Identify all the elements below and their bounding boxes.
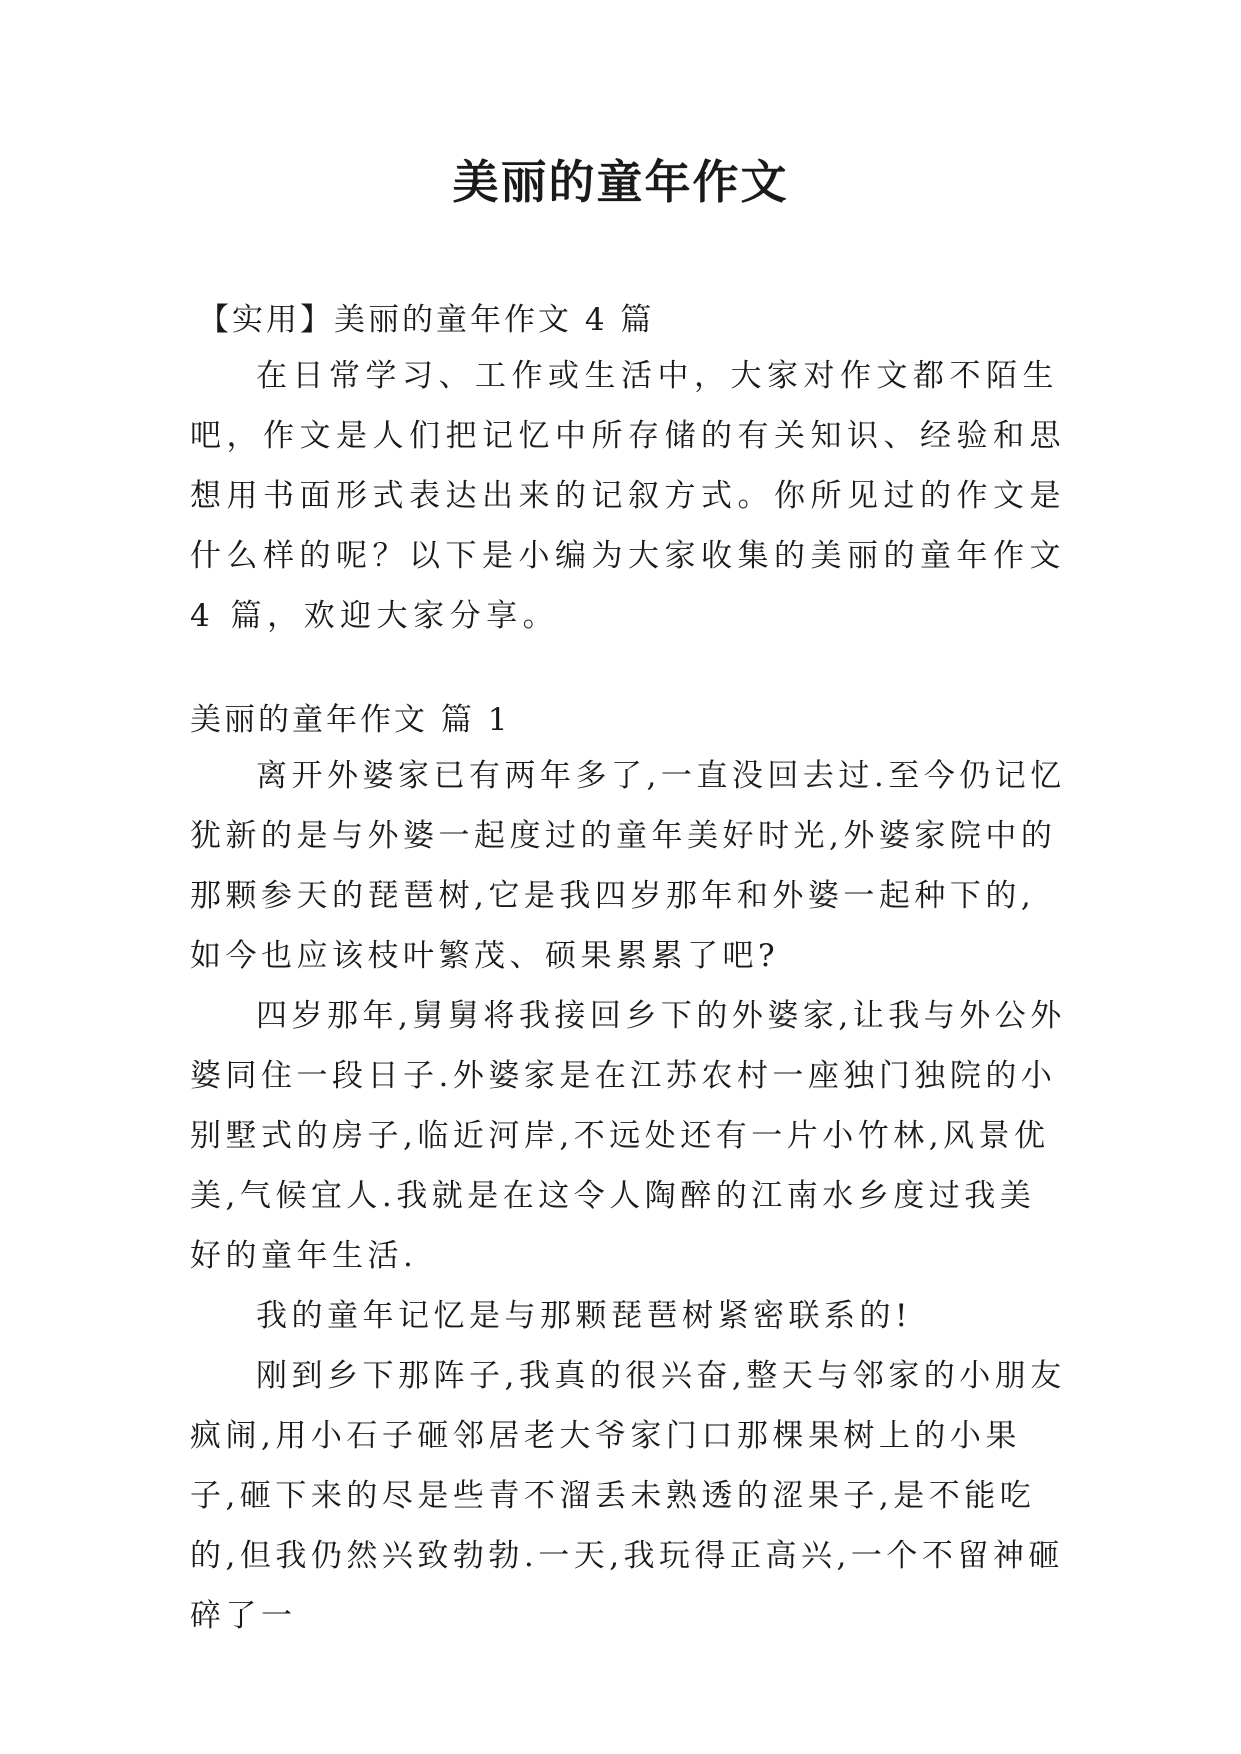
- body-paragraph: 四岁那年,舅舅将我接回乡下的外婆家,让我与外公外婆同住一段日子.外婆家是在江苏农村一座独门独院的小别墅式的房子,临近河岸,不远处还有一片小竹林,风景优美,气候宜人.我就是在这令人陶醉的江南水乡度过我美好的童年生活.: [190, 998, 1066, 1274]
- body-paragraph: 离开外婆家已有两年多了,一直没回去过.至今仍记忆犹新的是与外婆一起度过的童年美好时光,外婆家院中的那颗参天的琵琶树,它是我四岁那年和外婆一起种下的,如今也应该枝叶繁茂、硕果累累了吧?: [190, 758, 1066, 974]
- intro-heading: 【实用】美丽的童年作文 4 篇: [198, 302, 655, 338]
- body-paragraph: 我的童年记忆是与那颗琵琶树紧密联系的!: [256, 1298, 912, 1334]
- section-body: [190, 746, 1070, 1646]
- intro-paragraph: 在日常学习、工作或生活中，大家对作文都不陌生吧，作文是人们把记忆中所存储的有关知识、经验和思想用书面形式表达出来的记叙方式。你所见过的作文是什么样的呢？以下是小编为大家收集的美丽的童年作文 4 篇，欢迎大家分享。: [190, 358, 1066, 634]
- section-heading: 美丽的童年作文 篇 1: [190, 702, 511, 738]
- document-title: 美丽的童年作文: [452, 155, 789, 209]
- body-paragraph: 刚到乡下那阵子,我真的很兴奋,整天与邻家的小朋友疯闹,用小石子砸邻居老大爷家门口那棵果树上的小果子,砸下来的尽是些青不溜丢未熟透的涩果子,是不能吃的,但我仍然兴致勃勃.一天,我玩得正高兴,一个不留神砸碎了一: [190, 1358, 1066, 1634]
